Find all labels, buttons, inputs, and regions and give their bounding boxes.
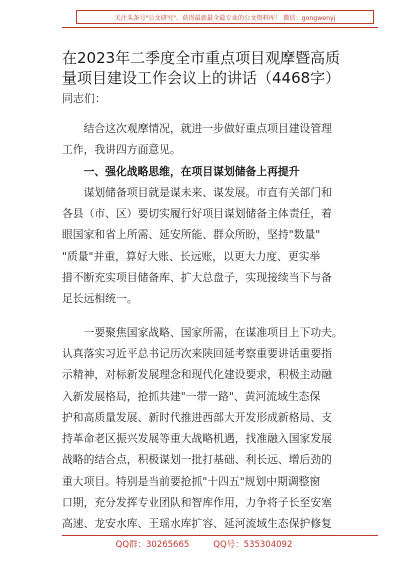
title-line: 量项目建设工作会议上的讲话（4468字）: [62, 69, 341, 87]
document-body: [62, 118, 380, 535]
text-line: 措不断充实项目储备库、扩大总盘子，实现接续当下与备: [62, 271, 332, 285]
text-line: 认真落实习近平总书记历次来陕回延考察重要讲话重要指: [62, 346, 332, 360]
paragraph-gap: [62, 310, 380, 322]
text-line: 谋划储备项目就是谋未来、谋发展。市直有关部门和: [62, 185, 332, 199]
header-divider: [62, 27, 378, 28]
text-line: 重大项目。特别是当前要抢抓"十四五"规划中期调整窗: [62, 474, 321, 488]
footer-divider: [62, 535, 378, 536]
text-line: 眼国家和省上所需、延安所能、群众所盼，坚持"数量": [62, 228, 321, 242]
text-line: "质量"并重，算好大账、长远账，以更大力度、更实举: [62, 249, 321, 263]
text-line: 工作，我讲四方面意见。: [62, 143, 181, 157]
text-line: 入新发展格局，抢抓共建"一带一路"、黄河流域生态保: [62, 389, 321, 403]
text-line: 一要聚焦国家战略、国家所需，在谋准项目上下功夫。: [62, 325, 343, 339]
section-heading: 一、强化战略思维，在项目谋划储备上再提升: [62, 164, 300, 178]
text-line: 战略的结合点，积极谋划一批打基础、利长远、增后劲的: [62, 453, 332, 467]
header-banner-text: 关注头条号"公文研究"，获得最新最全最专业的公文资料库！ 微信：gongwenyj: [114, 14, 336, 22]
document-title: [62, 48, 380, 88]
salutation: 同志们：: [62, 92, 106, 105]
text-line: 示精神，对标新发展理念和现代化建设要求，积极主动融: [62, 368, 332, 382]
text-line: 护和高质量发展、新时代推进西部大开发形成新格局、支: [62, 410, 332, 424]
header-banner: [76, 10, 374, 24]
intro-paragraph: [62, 118, 380, 161]
text-line: 各县（市、区）要切实履行好项目谋划储备主体责任，着: [62, 207, 332, 221]
paragraph-1: [62, 182, 380, 310]
text-line: 足长远相统一。: [62, 292, 138, 306]
text-line: 口期，充分发挥专业团队和智库作用，力争将子长至安塞: [62, 496, 332, 510]
footer: [0, 538, 408, 552]
text-line: 持革命老区振兴发展等重大战略机遇，找准融入国家发展: [62, 432, 332, 446]
title-line: 在2023年二季度全市重点项目观摩暨高质: [62, 49, 341, 67]
footer-qq: QQ号：535304092: [213, 540, 293, 550]
text-line: 高速、龙安水库、王瑶水库扩容、延河流域生态保护修复: [62, 517, 332, 531]
paragraph-2: [62, 322, 380, 535]
footer-qq-group: QQ群：30265665: [115, 540, 190, 550]
text-line: 结合这次观摩情况，就进一步做好重点项目建设管理: [62, 122, 332, 135]
